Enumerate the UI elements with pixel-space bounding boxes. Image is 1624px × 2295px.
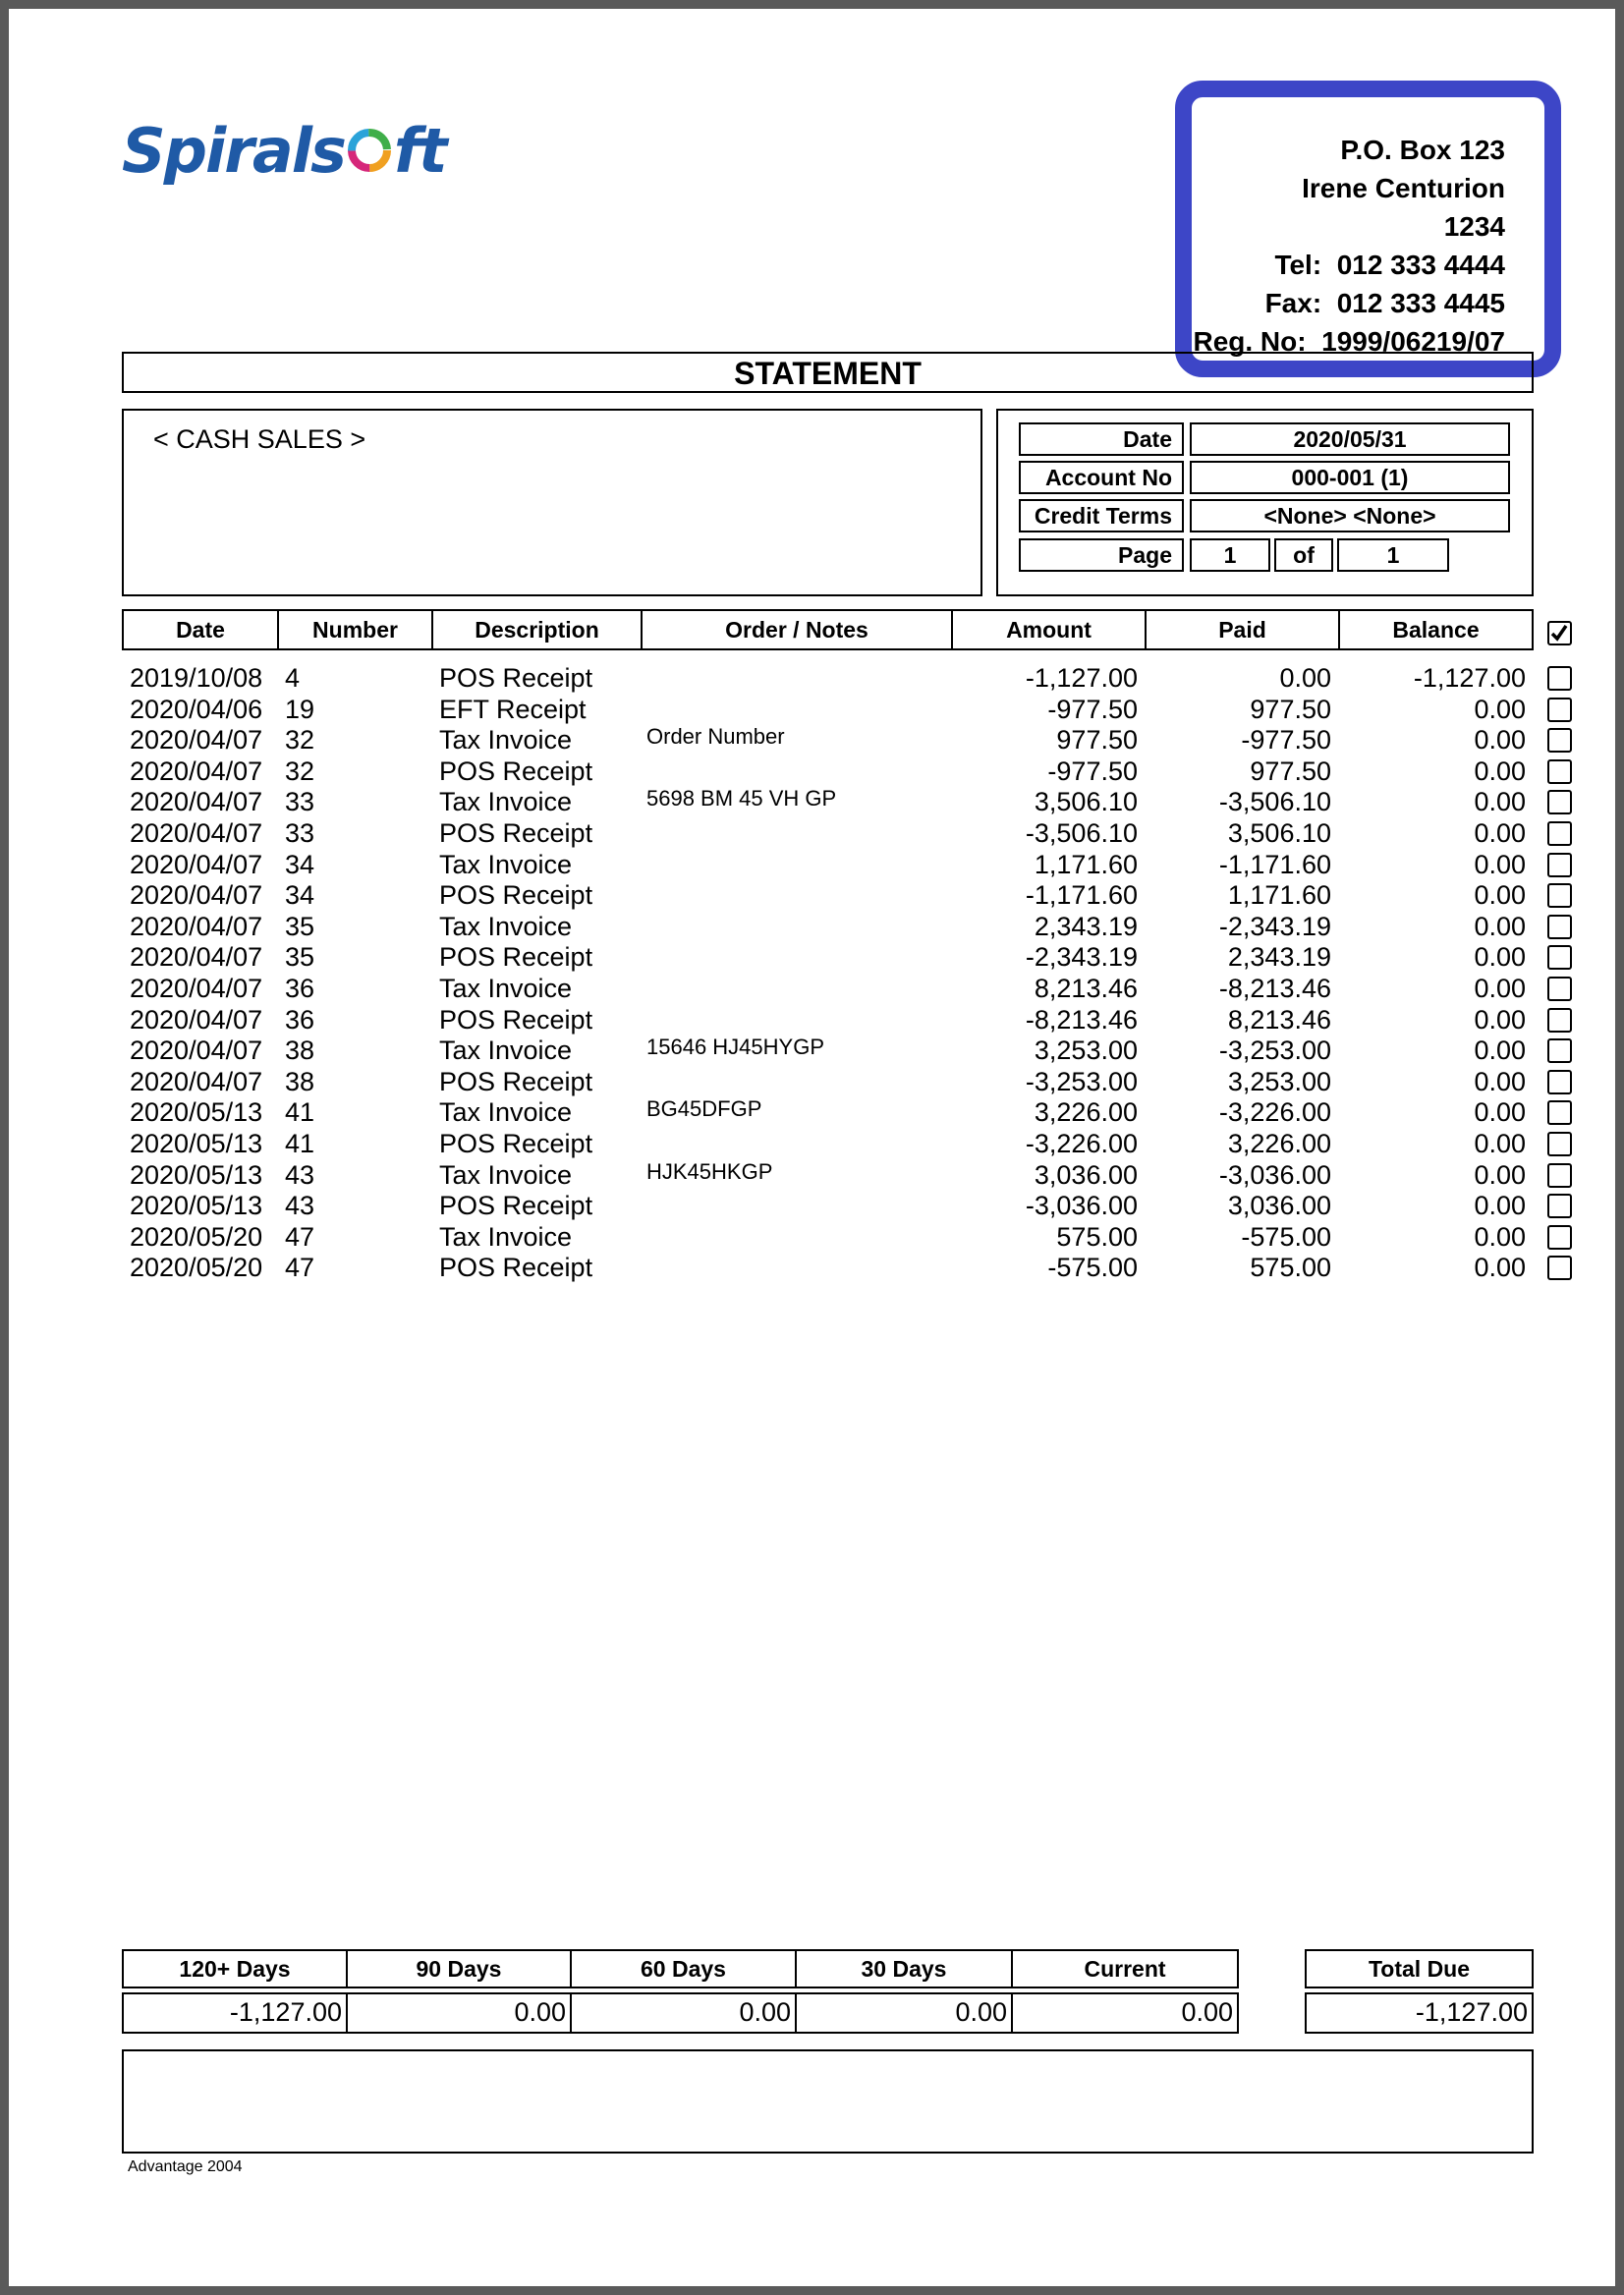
address-line-2: Irene Centurion (1302, 173, 1505, 203)
cell-balance: -1,127.00 (1413, 663, 1526, 693)
reg-label: Reg. No: (1193, 326, 1307, 357)
cell-description: POS Receipt (439, 818, 593, 848)
cell-paid: -2,343.19 (1218, 911, 1331, 941)
table-row (0, 725, 1624, 756)
cell-amount: -977.50 (1047, 694, 1138, 724)
cell-balance: 0.00 (1474, 974, 1526, 1003)
row-checkbox[interactable] (1547, 853, 1572, 877)
col-header-number: Number (279, 611, 433, 648)
table-row (0, 1160, 1624, 1191)
cell-amount: -3,036.00 (1025, 1191, 1138, 1221)
cell-paid: 3,036.00 (1227, 1191, 1331, 1221)
reg-value: 1999/06219/07 (1321, 326, 1505, 357)
tel-label: Tel: (1274, 250, 1322, 280)
cell-paid: 8,213.46 (1227, 1004, 1331, 1035)
row-checkbox[interactable] (1547, 977, 1572, 1001)
cell-date: 2020/04/07 (130, 974, 263, 1003)
fax-label: Fax: (1264, 288, 1322, 318)
cell-amount: 3,036.00 (1034, 1159, 1138, 1190)
cell-paid: -3,226.00 (1218, 1097, 1331, 1128)
footer-text: Advantage 2004 (128, 2158, 243, 2175)
cell-number: 38 (285, 1066, 315, 1096)
cell-notes: BG45DFGP (646, 1096, 762, 1122)
total-due-value: -1,127.00 (1305, 1992, 1534, 2034)
table-row (0, 880, 1624, 911)
aging-header-current: Current (1011, 1949, 1239, 1988)
table-row (0, 1005, 1624, 1036)
cell-number: 47 (285, 1253, 315, 1283)
cell-date: 2020/05/20 (130, 1221, 263, 1252)
row-checkbox[interactable] (1547, 666, 1572, 691)
cell-balance: 0.00 (1474, 880, 1526, 911)
aging-value-120: -1,127.00 (122, 1992, 348, 2034)
cell-number: 34 (285, 849, 315, 879)
cell-number: 41 (285, 1129, 315, 1158)
table-row (0, 1067, 1624, 1097)
cell-date: 2020/04/06 (130, 694, 263, 724)
cell-number: 33 (285, 787, 315, 817)
aging-value-current: 0.00 (1011, 1992, 1239, 2034)
cell-number: 41 (285, 1097, 315, 1128)
aging-header-30: 30 Days (795, 1949, 1013, 1988)
cell-description: Tax Invoice (439, 725, 573, 756)
cell-date: 2020/05/13 (130, 1159, 263, 1190)
cell-notes: HJK45HKGP (646, 1158, 773, 1184)
cell-balance: 0.00 (1474, 911, 1526, 941)
cell-date: 2020/04/07 (130, 818, 263, 848)
row-checkbox[interactable] (1547, 1163, 1572, 1188)
address-line-1: P.O. Box 123 (1340, 135, 1505, 165)
cell-paid: 1,171.60 (1227, 880, 1331, 911)
company-logo (122, 116, 445, 185)
logo-text-right: ft (393, 114, 446, 187)
col-header-balance: Balance (1392, 617, 1480, 643)
cell-date: 2020/04/07 (130, 725, 263, 756)
cell-notes: Order Number (646, 724, 785, 750)
row-checkbox[interactable] (1547, 1194, 1572, 1218)
page-of-label: of (1274, 538, 1333, 572)
cell-paid: 977.50 (1250, 756, 1331, 786)
cell-number: 33 (285, 818, 315, 848)
page-title: STATEMENT (734, 356, 922, 391)
title-bar (122, 352, 1534, 393)
cell-amount: -977.50 (1047, 756, 1138, 786)
account-value: 000-001 (1) (1190, 461, 1510, 494)
cell-description: POS Receipt (439, 1253, 593, 1283)
cell-date: 2020/04/07 (130, 911, 263, 941)
cell-balance: 0.00 (1474, 1036, 1526, 1066)
cell-date: 2020/05/13 (130, 1129, 263, 1158)
row-checkbox[interactable] (1547, 698, 1572, 722)
cell-description: EFT Receipt (439, 694, 587, 724)
aging-header-90: 90 Days (346, 1949, 572, 1988)
cell-number: 38 (285, 1036, 315, 1066)
table-row (0, 1097, 1624, 1128)
cell-balance: 0.00 (1474, 1097, 1526, 1128)
cell-balance: 0.00 (1474, 756, 1526, 786)
table-row (0, 1191, 1624, 1221)
table-row (0, 850, 1624, 880)
cell-paid: 575.00 (1250, 1253, 1331, 1283)
table-row (0, 1129, 1624, 1159)
cell-description: Tax Invoice (439, 1097, 573, 1128)
row-checkbox[interactable] (1547, 1008, 1572, 1033)
cell-paid: -977.50 (1241, 725, 1331, 756)
cell-description: POS Receipt (439, 1129, 593, 1158)
table-row (0, 1222, 1624, 1253)
cell-amount: 3,253.00 (1034, 1036, 1138, 1066)
account-label: Account No (1019, 461, 1184, 494)
cell-balance: 0.00 (1474, 1159, 1526, 1190)
credit-terms-value: <None> <None> (1190, 499, 1510, 532)
company-address-box (1175, 81, 1561, 377)
cell-description: POS Receipt (439, 1191, 593, 1221)
cell-date: 2020/04/07 (130, 1066, 263, 1096)
cell-amount: -3,506.10 (1025, 818, 1138, 848)
cell-paid: -8,213.46 (1218, 974, 1331, 1003)
cell-balance: 0.00 (1474, 1253, 1526, 1283)
cell-date: 2020/05/13 (130, 1191, 263, 1221)
aging-header-120: 120+ Days (122, 1949, 348, 1988)
cell-balance: 0.00 (1474, 849, 1526, 879)
col-header-date: Date (124, 611, 279, 648)
aging-value-60: 0.00 (570, 1992, 797, 2034)
cell-date: 2020/04/07 (130, 756, 263, 786)
row-checkbox[interactable] (1547, 945, 1572, 970)
table-row (0, 974, 1624, 1004)
cell-date: 2020/05/13 (130, 1097, 263, 1128)
aging-header-60: 60 Days (570, 1949, 797, 1988)
cell-paid: 3,253.00 (1227, 1066, 1331, 1096)
cell-amount: -3,226.00 (1025, 1129, 1138, 1158)
col-header-notes: Order / Notes (643, 611, 953, 648)
cell-paid: 977.50 (1250, 694, 1331, 724)
cell-number: 35 (285, 911, 315, 941)
cell-number: 43 (285, 1159, 315, 1190)
row-checkbox[interactable] (1547, 1070, 1572, 1094)
cell-balance: 0.00 (1474, 1004, 1526, 1035)
cell-balance: 0.00 (1474, 1221, 1526, 1252)
address-line-3: 1234 (1443, 211, 1505, 242)
cell-number: 36 (285, 974, 315, 1003)
remarks-box (122, 2049, 1534, 2154)
cell-amount: -8,213.46 (1025, 1004, 1138, 1035)
table-row (0, 1036, 1624, 1066)
cell-description: POS Receipt (439, 663, 593, 693)
cell-paid: 0.00 (1279, 663, 1331, 693)
fax-line (1265, 288, 1505, 319)
cell-description: Tax Invoice (439, 849, 573, 879)
cell-number: 32 (285, 756, 315, 786)
cell-description: Tax Invoice (439, 787, 573, 817)
cell-date: 2020/04/07 (130, 849, 263, 879)
cell-paid: -3,506.10 (1218, 787, 1331, 817)
cell-description: Tax Invoice (439, 911, 573, 941)
cell-date: 2020/04/07 (130, 1004, 263, 1035)
cell-description: Tax Invoice (439, 1159, 573, 1190)
cell-description: Tax Invoice (439, 1036, 573, 1066)
cell-paid: 3,226.00 (1227, 1129, 1331, 1158)
row-checkbox[interactable] (1547, 728, 1572, 753)
credit-terms-label: Credit Terms (1019, 499, 1184, 532)
row-checkbox[interactable] (1547, 1256, 1572, 1280)
cell-number: 35 (285, 942, 315, 973)
col-header-paid: Paid (1147, 611, 1340, 648)
cell-balance: 0.00 (1474, 1129, 1526, 1158)
tel-line (1274, 250, 1505, 281)
cell-number: 47 (285, 1221, 315, 1252)
aging-value-90: 0.00 (346, 1992, 572, 2034)
cell-paid: 2,343.19 (1227, 942, 1331, 973)
cell-description: POS Receipt (439, 942, 593, 973)
table-header (122, 609, 1534, 650)
cell-description: Tax Invoice (439, 1221, 573, 1252)
total-due-label: Total Due (1305, 1949, 1534, 1988)
table-row (0, 787, 1624, 817)
cell-number: 43 (285, 1191, 315, 1221)
cell-paid: -575.00 (1241, 1221, 1331, 1252)
page-number: 1 (1190, 538, 1270, 572)
cell-balance: 0.00 (1474, 725, 1526, 756)
fax-value: 012 333 4445 (1336, 288, 1505, 318)
date-label: Date (1019, 422, 1184, 456)
cell-date: 2020/04/07 (130, 942, 263, 973)
row-checkbox[interactable] (1547, 883, 1572, 908)
table-row (0, 663, 1624, 694)
cell-number: 4 (285, 663, 301, 693)
cell-amount: 575.00 (1056, 1221, 1138, 1252)
cell-number: 32 (285, 725, 315, 756)
cell-paid: 3,506.10 (1227, 818, 1331, 848)
table-row (0, 818, 1624, 849)
cell-balance: 0.00 (1474, 1066, 1526, 1096)
cell-balance: 0.00 (1474, 818, 1526, 848)
cell-amount: 1,171.60 (1034, 849, 1138, 879)
cell-balance: 0.00 (1474, 1191, 1526, 1221)
cell-amount: 2,343.19 (1034, 911, 1138, 941)
row-checkbox[interactable] (1547, 1100, 1572, 1125)
cell-number: 34 (285, 880, 315, 911)
col-header-amount: Amount (953, 611, 1147, 648)
cell-number: 19 (285, 694, 315, 724)
col-header-description: Description (433, 611, 643, 648)
cell-description: POS Receipt (439, 1004, 593, 1035)
cell-date: 2020/04/07 (130, 1036, 263, 1066)
logo-text-left: Spirals (122, 114, 345, 187)
customer-name: < CASH SALES > (153, 424, 366, 454)
cell-amount: 3,226.00 (1034, 1097, 1138, 1128)
tel-value: 012 333 4444 (1336, 250, 1505, 280)
cell-amount: -1,171.60 (1025, 880, 1138, 911)
row-checkbox[interactable] (1547, 1038, 1572, 1063)
cell-description: POS Receipt (439, 880, 593, 911)
page-label: Page (1019, 538, 1184, 572)
row-checkbox[interactable] (1547, 821, 1572, 846)
cell-date: 2020/04/07 (130, 880, 263, 911)
table-row (0, 756, 1624, 787)
cell-date: 2020/05/20 (130, 1253, 263, 1283)
cell-amount: 3,506.10 (1034, 787, 1138, 817)
row-checkbox[interactable] (1547, 915, 1572, 939)
cell-description: Tax Invoice (439, 974, 573, 1003)
cell-amount: 977.50 (1056, 725, 1138, 756)
table-row (0, 1253, 1624, 1283)
row-checkbox[interactable] (1547, 1132, 1572, 1156)
cell-balance: 0.00 (1474, 694, 1526, 724)
customer-box (122, 409, 982, 596)
row-checkbox[interactable] (1547, 790, 1572, 814)
cell-description: POS Receipt (439, 1066, 593, 1096)
cell-date: 2020/04/07 (130, 787, 263, 817)
cell-description: POS Receipt (439, 756, 593, 786)
cell-notes: 15646 HJ45HYGP (646, 1035, 824, 1060)
date-value: 2020/05/31 (1190, 422, 1510, 456)
logo-swirl-icon (346, 127, 393, 174)
row-checkbox[interactable] (1547, 1225, 1572, 1250)
cell-amount: -3,253.00 (1025, 1066, 1138, 1096)
cell-balance: 0.00 (1474, 942, 1526, 973)
cell-date: 2019/10/08 (130, 663, 263, 693)
cell-amount: -1,127.00 (1025, 663, 1138, 693)
cell-paid: -3,036.00 (1218, 1159, 1331, 1190)
cell-notes: 5698 BM 45 VH GP (646, 786, 837, 812)
cell-number: 36 (285, 1004, 315, 1035)
table-row (0, 942, 1624, 973)
checked-checkbox-icon[interactable] (1547, 621, 1572, 645)
table-row (0, 695, 1624, 725)
cell-amount: 8,213.46 (1034, 974, 1138, 1003)
page-total: 1 (1337, 538, 1449, 572)
row-checkbox[interactable] (1547, 759, 1572, 784)
cell-paid: -3,253.00 (1218, 1036, 1331, 1066)
cell-balance: 0.00 (1474, 787, 1526, 817)
table-row (0, 912, 1624, 942)
aging-value-30: 0.00 (795, 1992, 1013, 2034)
cell-amount: -575.00 (1047, 1253, 1138, 1283)
cell-amount: -2,343.19 (1025, 942, 1138, 973)
cell-paid: -1,171.60 (1218, 849, 1331, 879)
